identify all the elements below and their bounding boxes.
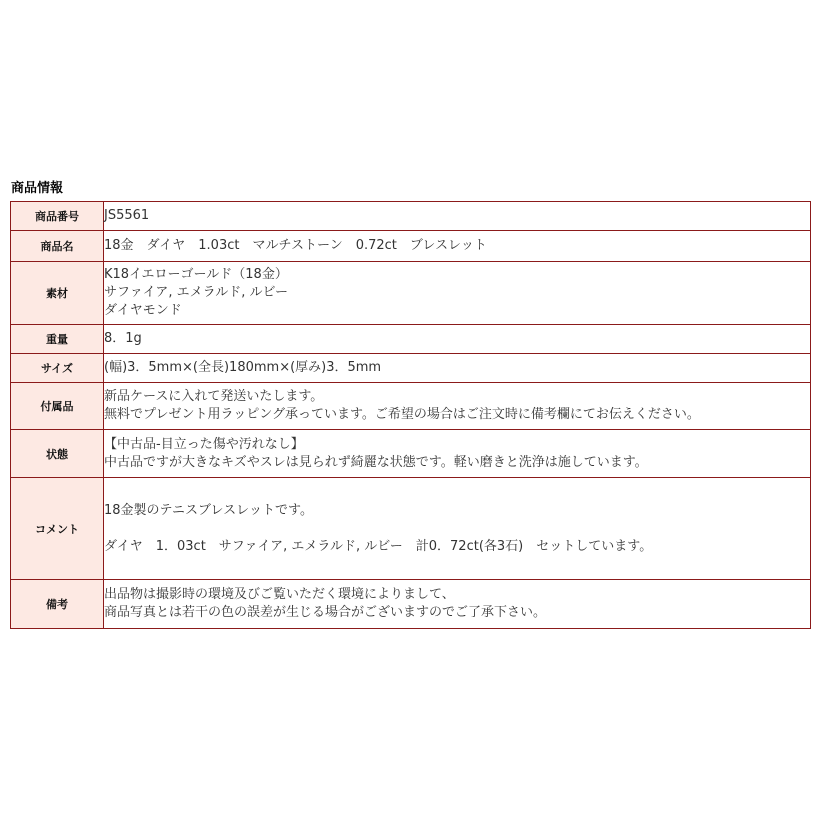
value-line: 中古品ですが大きなキズやスレは見られず綺麗な状態です。軽い磨きと洗浄は施しています。 (104, 454, 648, 470)
value-line: 商品写真とは若干の色の誤差が生じる場合がございますのでご了承下さい。 (104, 605, 547, 620)
value-line: 無料でプレゼント用ラッピング承っています。ご希望の場合はご注文時に備考欄にてお伝えください。 (104, 407, 700, 422)
value-line: 出品物は撮影時の環境及びご覧いただく環境によりまして、 (104, 587, 455, 602)
row-value (104, 580, 811, 629)
row-label: 商品名 (11, 231, 104, 262)
table-row-product-number (11, 202, 811, 231)
value-line: 18金 ダイヤ 1.03ct マルチストーン 0.72ct ブレスレット (104, 238, 487, 253)
value-line: (幅)3．5mm×(全長)180mm×(厚み)3．5mm (104, 360, 382, 375)
row-value (104, 262, 811, 325)
section-title: 商品情報 (11, 181, 64, 196)
value-line: ダイヤ 1．03ct サファイア, エメラルド, ルビー 計0．72ct(各3石) セットしています。 (104, 538, 653, 554)
row-value (104, 325, 811, 354)
table-row-condition (11, 430, 811, 478)
value-line: 8．1g (104, 331, 142, 346)
row-value (104, 231, 811, 262)
row-label: 付属品 (11, 383, 104, 430)
table-row-accessories (11, 383, 811, 430)
value-line: サファイア, エメラルド, ルビー (104, 285, 288, 300)
table-row-notes (11, 580, 811, 629)
product-info-table (10, 201, 811, 629)
row-label: 商品番号 (11, 202, 104, 231)
row-value (104, 383, 811, 430)
value-line: 18金製のテニスブレスレットです。 (104, 502, 313, 518)
value-line: 【中古品‐目立った傷や汚れなし】 (104, 436, 304, 452)
row-label: 状態 (11, 430, 104, 478)
value-line: K18イエローゴールド（18金） (104, 267, 288, 282)
value-line: 新品ケースに入れて発送いたします。 (104, 389, 324, 404)
table-row-weight (11, 325, 811, 354)
row-label: 素材 (11, 262, 104, 325)
row-value (104, 478, 811, 580)
row-value (104, 202, 811, 231)
row-label: コメント (11, 478, 104, 580)
row-value (104, 430, 811, 478)
row-label: サイズ (11, 354, 104, 383)
table-row-material (11, 262, 811, 325)
value-line: ダイヤモンド (104, 303, 182, 318)
row-label: 重量 (11, 325, 104, 354)
value-line: JS5561 (104, 208, 150, 223)
table-row-size (11, 354, 811, 383)
blank-line (104, 520, 810, 538)
table-row-product-name (11, 231, 811, 262)
row-label: 備考 (11, 580, 104, 629)
table-row-comment (11, 478, 811, 580)
row-value (104, 354, 811, 383)
